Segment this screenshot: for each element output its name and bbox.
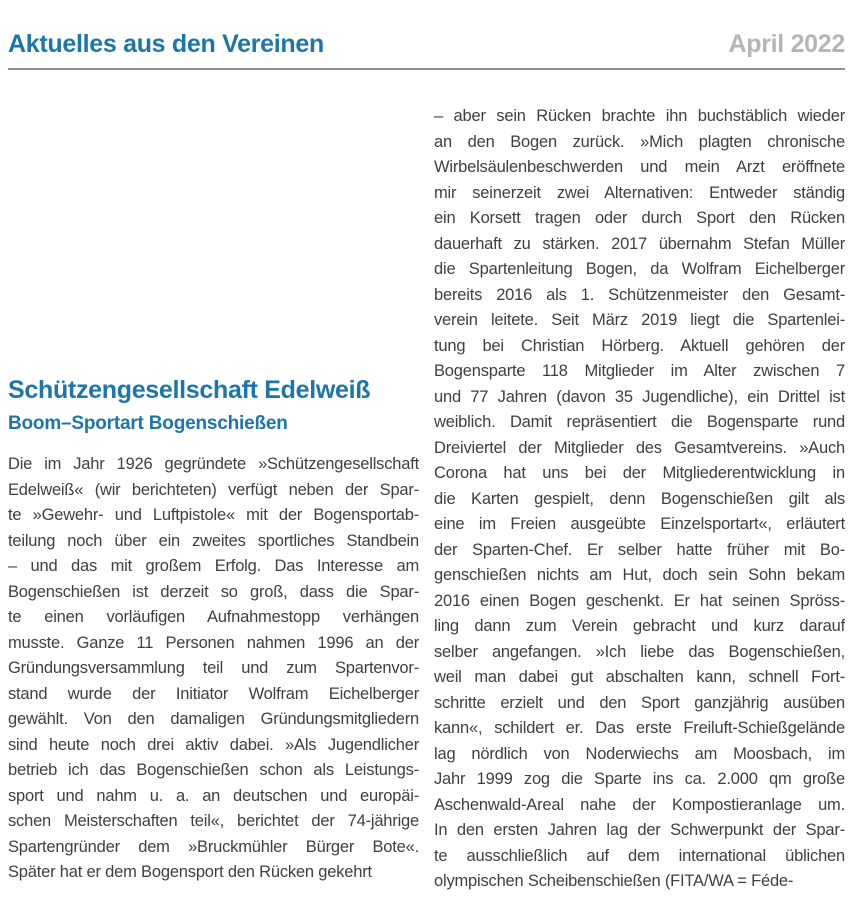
text-line: die Spartenleitung Bogen, da Wolfram Eichelberger (434, 260, 845, 278)
text-line: weil man dabei gut abschalten kann, schnell Fort- (434, 668, 845, 686)
text-line: Jahr 1999 zog die Sparte ins ca. 2.000 qm große (434, 770, 845, 788)
text-line: ein Korsett tragen oder durch Sport den Rücken (434, 209, 845, 227)
text-line: Gründungsversammlung teil und zum Spartenvor- (8, 659, 419, 677)
left-column-spacer (8, 104, 419, 376)
text-line: – aber sein Rücken brachte ihn buchstäblich wieder (434, 107, 845, 125)
text-line: Edelweiß« (wir berichteten) verfügt neben der Spar- (8, 480, 419, 499)
text-line: gewählt. Von den damaligen Gründungsmitgliedern (8, 710, 419, 728)
text-line: musste. Ganze 11 Personen nahmen 1996 an der (8, 633, 419, 652)
text-line: der Sparten-Chef. Er selber hatte früher mit Bo- (434, 540, 845, 559)
text-line: sind heute noch drei aktiv dabei. »Als Jugendlicher (8, 735, 419, 754)
text-line: verein leitete. Seit März 2019 liegt die Spartenlei- (434, 311, 845, 329)
text-line: selber angefangen. »Ich liebe das Bogenschießen, (434, 642, 845, 661)
text-line: eine im Freien ausgeübte Einzelsportart«, erläutert (434, 515, 845, 533)
text-line: stand wurde der Initiator Wolfram Eichelberger (8, 684, 419, 703)
text-line: te ausschließlich auf dem international üblichen (434, 846, 845, 865)
text-line: – und das mit großem Erfolg. Das Interesse am (8, 557, 419, 575)
text-line: tung bei Christian Hörberg. Aktuell gehören der (434, 336, 845, 355)
text-line: Bogensparte 118 Mitglieder im Alter zwischen 7 (434, 362, 845, 380)
text-line: genschießen nichts am Hut, doch sein Sohn bekam (434, 566, 845, 584)
page-header (8, 0, 845, 59)
left-column (8, 104, 419, 895)
text-line: und 77 Jahren (davon 35 Jugendliche), ein Drittel ist (434, 387, 845, 406)
text-line: Dreiviertel der Mitglieder des Gesamtvereins. »Auch (434, 438, 845, 457)
issue-date: April 2022 (728, 30, 845, 58)
text-line: betrieb ich das Bogenschießen schon als Leistungs- (8, 761, 419, 779)
text-line: te einen vorläufigen Aufnahmestopp verhängen (8, 608, 419, 626)
text-line: die Karten gespielt, denn Bogenschießen gilt als (434, 489, 845, 508)
text-line: lag nördlich von Noderwiechs am Moosbach, im (434, 744, 845, 763)
text-line: schritte erzielt und den Sport ganzjährig ausüben (434, 693, 845, 712)
text-line: Corona hat uns bei der Mitgliederentwicklung in (434, 464, 845, 482)
text-line: sport und nahm u. a. an deutschen und europäi- (8, 786, 419, 805)
text-line: mir seinerzeit zwei Alternativen: Entweder ständig (434, 183, 845, 202)
page-title: Aktuelles aus den Vereinen (8, 30, 324, 58)
text-line: Wirbelsäulenbeschwerden und mein Arzt eröffnete (434, 158, 845, 176)
article-subheading: Boom–Sportart Bogenschießen (8, 413, 288, 434)
text-line: bereits 2016 als 1. Schützenmeister den Gesamt- (434, 285, 845, 304)
text-line: Die im Jahr 1926 gegründete »Schützengesellschaft (8, 455, 419, 473)
text-line: kann«, schildert er. Das erste Freiluft-Schießgelände (434, 719, 845, 737)
text-line: te »Gewehr- und Luftpistole« mit der Bogensportab- (8, 506, 419, 524)
header-divider (8, 68, 845, 70)
text-line: weiblich. Damit repräsentiert die Bogensparte rund (434, 413, 845, 431)
right-column-body (434, 104, 845, 895)
article-heading: Schützengesellschaft Edelweiß (8, 376, 371, 404)
text-line: 2016 einen Bogen geschenkt. Er hat seinen Spröss- (434, 591, 845, 610)
text-line: schen Meisterschaften teil«, berichtet der 74-jährige (8, 812, 419, 830)
text-line: ling dann zum Verein gebracht und kurz darauf (434, 617, 845, 635)
text-line: an den Bogen zurück. »Mich plagten chronische (434, 132, 845, 151)
text-line: Aschenwald-Areal nahe der Kompostieranlage um. (434, 795, 845, 814)
text-line: Spartengründer dem »Bruckmühler Bürger Bote«. (8, 837, 419, 856)
text-line: Später hat er dem Bogensport den Rücken gekehrt (8, 863, 372, 881)
text-line: In den ersten Jahren lag der Schwerpunkt der Spar- (434, 821, 845, 839)
text-line: Bogenschießen ist derzeit so groß, dass die Spar- (8, 582, 419, 601)
text-line: olympischen Scheibenschießen (FITA/WA = Féde- (434, 872, 794, 890)
right-column (434, 104, 845, 895)
text-line: dauerhaft zu stärken. 2017 übernahm Stefan Müller (434, 234, 845, 253)
text-line: teilung noch über ein zweites sportliches Standbein (8, 531, 419, 550)
left-column-body (8, 452, 419, 886)
article-columns (8, 104, 845, 895)
